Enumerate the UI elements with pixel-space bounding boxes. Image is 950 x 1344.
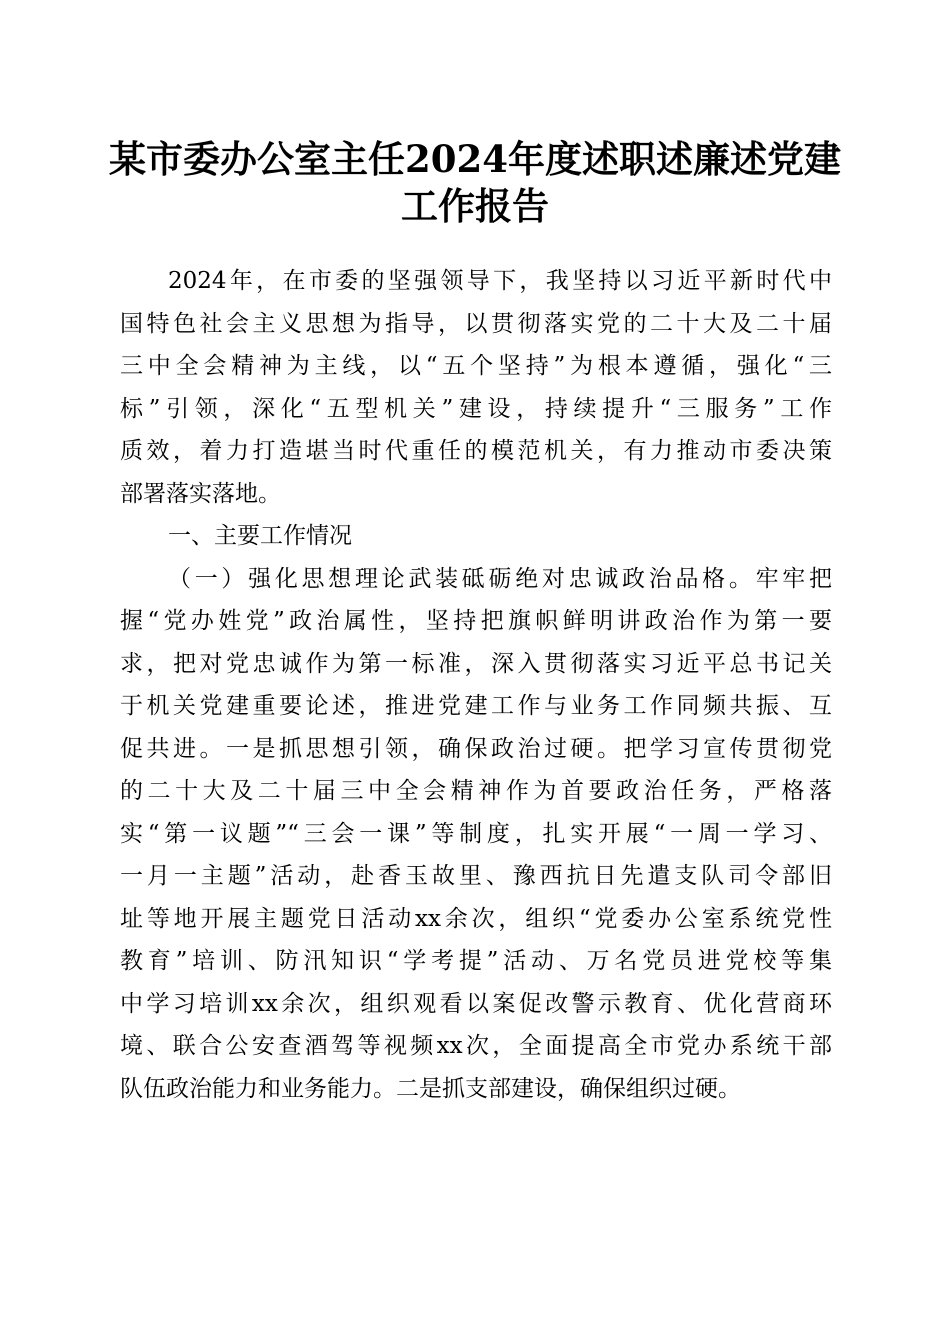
document-title-line-1: 某市委办公室主任2024年度述职述廉述党建 — [109, 137, 841, 181]
paragraph-line: 质效，着力打造堪当时代重任的模范机关，有力推动市委决策 — [120, 438, 832, 464]
paragraph-line: 境、联合公安查酒驾等视频xx次，全面提高全市党办系统干部 — [120, 1033, 832, 1059]
paragraph-line: 于机关党建重要论述，推进党建工作与业务工作同频共振、互 — [120, 693, 832, 719]
paragraph-line: （一）强化思想理论武装砥砺绝对忠诚政治品格。牢牢把 — [168, 565, 832, 592]
paragraph-line: 队伍政治能力和业务能力。二是抓支部建设，确保组织过硬。 — [120, 1075, 741, 1102]
paragraph-line: 实“第一议题”“三会一课”等制度，扎实开展“一周一学习、 — [120, 820, 832, 847]
paragraph-line: 的二十大及二十届三中全会精神作为首要政治任务，严格落 — [120, 778, 832, 804]
paragraph-line: 促共进。一是抓思想引领，确保政治过硬。把学习宣传贯彻党 — [120, 735, 832, 762]
paragraph-line: 址等地开展主题党日活动xx余次，组织“党委办公室系统党性 — [120, 905, 832, 932]
paragraph-line: 一月一主题”活动，赴香玉故里、豫西抗日先遣支队司令部旧 — [120, 863, 832, 889]
document-body — [120, 260, 832, 1110]
paragraph-line: 标”引领，深化“五型机关”建设，持续提升“三服务”工作 — [120, 395, 832, 422]
paragraph-line: 2024年，在市委的坚强领导下，我坚持以习近平新时代中 — [168, 268, 832, 294]
paragraph-line: 中学习培训xx余次，组织观看以案促改警示教育、优化营商环 — [120, 990, 832, 1017]
paragraph-line: 国特色社会主义思想为指导，以贯彻落实党的二十大及二十届 — [120, 310, 832, 337]
paragraph-line: 教育”培训、防汛知识“学考提”活动、万名党员进党校等集 — [120, 948, 832, 974]
document-title-line-2: 工作报告 — [401, 184, 549, 228]
section-heading: 一、主要工作情况 — [168, 523, 352, 549]
paragraph-line: 三中全会精神为主线，以“五个坚持”为根本遵循，强化“三 — [120, 353, 832, 379]
paragraph-line: 求，把对党忠诚作为第一标准，深入贯彻落实习近平总书记关 — [120, 650, 832, 677]
paragraph-line: 部署落实落地。 — [120, 480, 281, 507]
paragraph-line: 握“党办姓党”政治属性，坚持把旗帜鲜明讲政治作为第一要 — [120, 608, 832, 634]
